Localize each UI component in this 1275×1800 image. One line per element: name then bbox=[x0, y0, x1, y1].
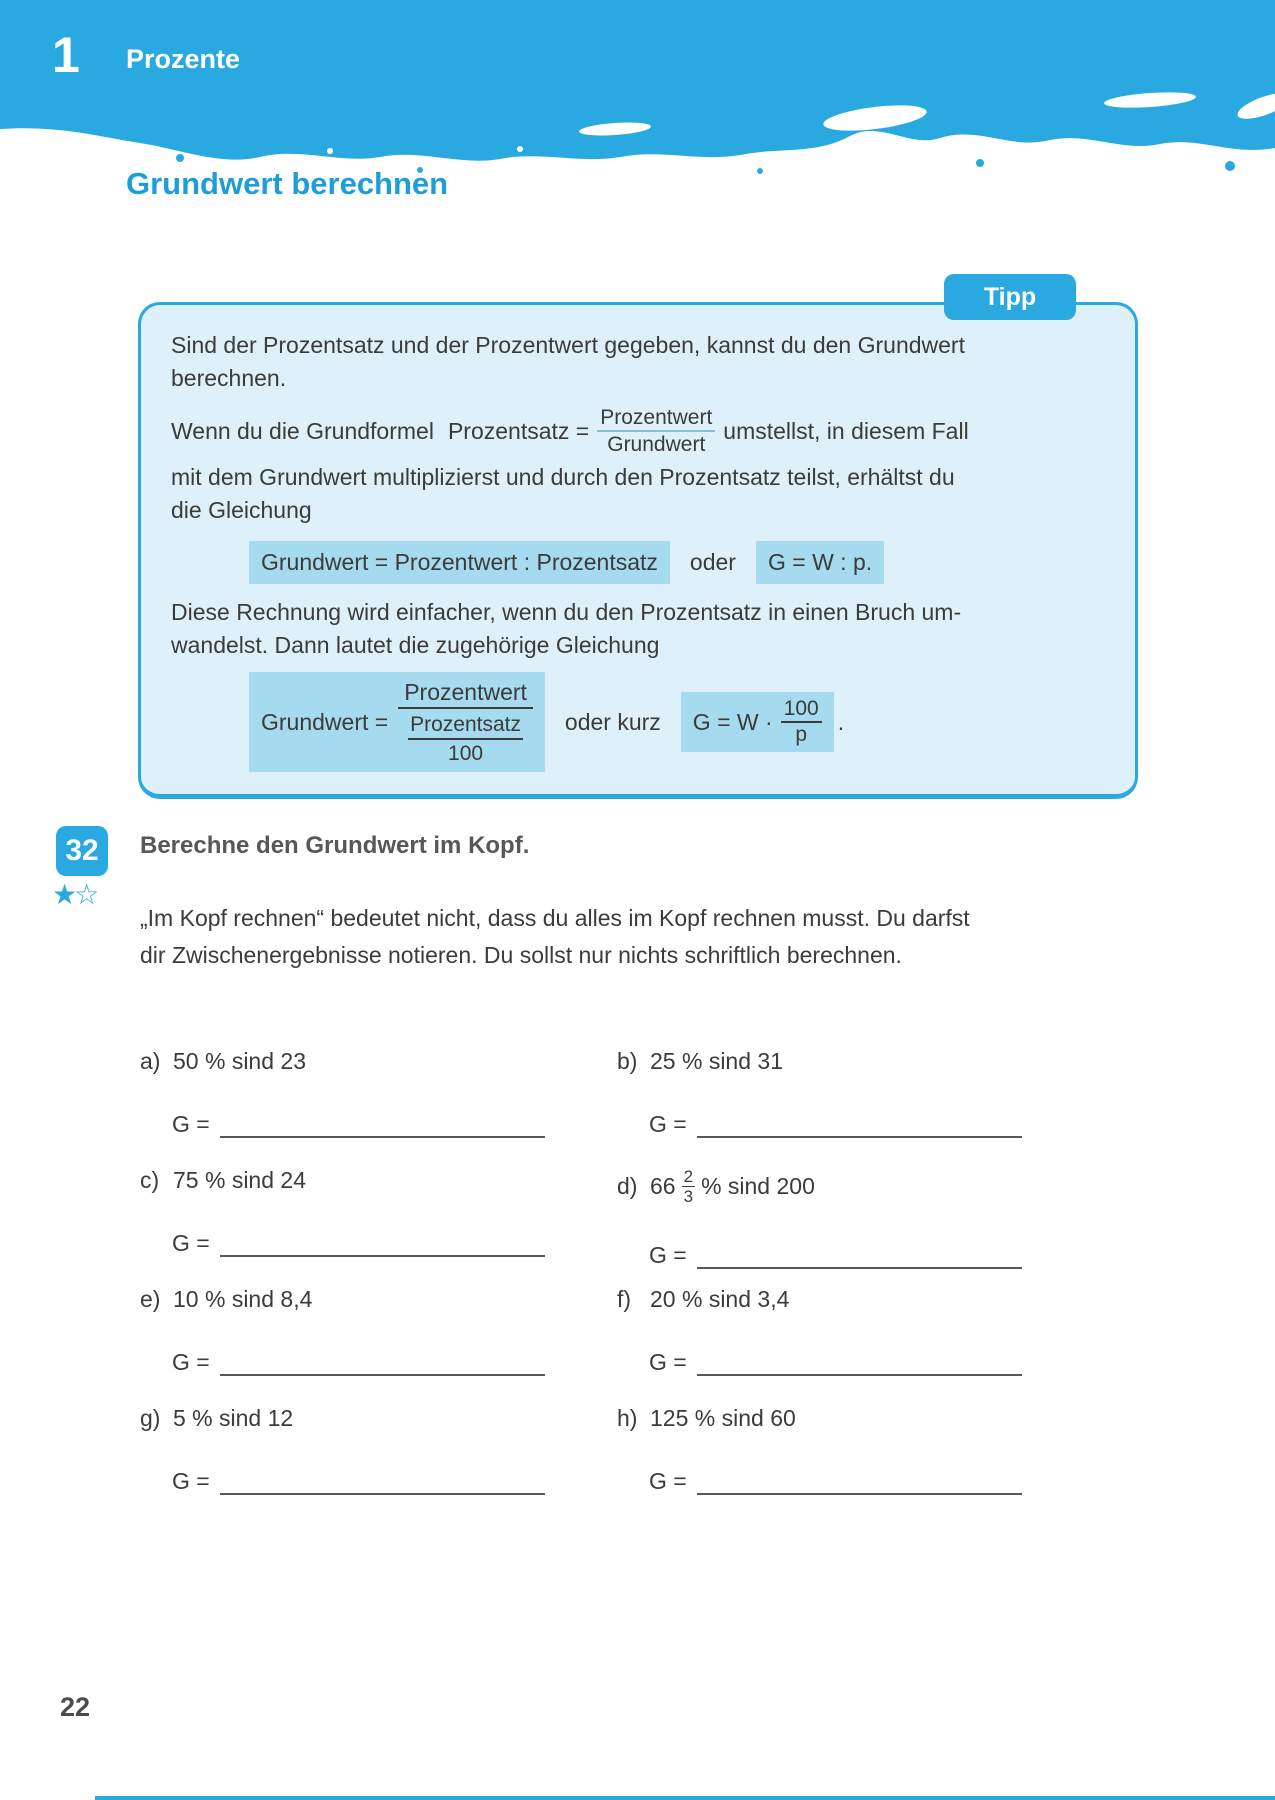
item-text: 75 % sind 24 bbox=[173, 1167, 306, 1193]
answer-blank-line bbox=[220, 1233, 545, 1257]
nested-fraction-numerator: Prozentwert bbox=[404, 679, 527, 705]
exercise-item-d bbox=[617, 1167, 1140, 1286]
inner-fraction bbox=[408, 711, 523, 767]
tip-p2-lhs: Prozentsatz = bbox=[447, 417, 590, 444]
fraction-prozentwert-grundwert bbox=[597, 405, 715, 457]
item-text: 50 % sind 23 bbox=[173, 1048, 306, 1074]
fraction-100-p bbox=[781, 697, 822, 747]
item-text: 10 % sind 8,4 bbox=[173, 1286, 313, 1312]
task-number-badge: 32 bbox=[56, 826, 108, 876]
exercise-item-e bbox=[140, 1286, 617, 1405]
exercise-item-b bbox=[617, 1048, 1140, 1167]
tip-paragraph1-line1: Sind der Prozentsatz und der Prozentwert gegeben, kannst du den Grundwert bbox=[171, 332, 965, 358]
tip-box bbox=[138, 302, 1138, 799]
tip-p2-after: umstellst, in diesem Fall bbox=[723, 417, 969, 444]
task-intro bbox=[140, 900, 1100, 974]
exercise-item-a bbox=[140, 1048, 617, 1167]
bottom-page-rule bbox=[95, 1796, 1275, 1800]
item-letter: b) bbox=[617, 1048, 638, 1074]
equation-short-symbolic bbox=[681, 692, 834, 752]
answer-blank-line bbox=[697, 1114, 1022, 1138]
item-text: 125 % sind 60 bbox=[650, 1405, 796, 1431]
page-title: Grundwert berechnen bbox=[126, 166, 449, 201]
equation-connector-2: oder kurz bbox=[564, 708, 661, 735]
page-number: 22 bbox=[60, 1692, 91, 1722]
equation-grundwert-worded: Grundwert = Prozentwert : Prozentsatz bbox=[249, 541, 670, 584]
answer-label: G = bbox=[649, 1111, 687, 1137]
answer-label: G = bbox=[649, 1242, 687, 1268]
eq2-lhs: Grundwert = bbox=[261, 708, 389, 735]
star-outline-icon: ☆ bbox=[74, 878, 97, 911]
equation-row-1 bbox=[249, 541, 1105, 584]
item-text: 20 % sind 3,4 bbox=[650, 1286, 790, 1312]
equation-grundwert-symbolic: G = W : p. bbox=[756, 541, 884, 584]
tip-paragraph2-line2: mit dem Grundwert multiplizierst und durch den Prozentsatz teilst, erhältst du bbox=[171, 464, 955, 490]
answer-label: G = bbox=[172, 1230, 210, 1256]
equation-connector: oder bbox=[689, 549, 736, 575]
answer-blank-line bbox=[220, 1471, 545, 1495]
item-letter: c) bbox=[140, 1167, 160, 1193]
inner-fraction-denominator: 100 bbox=[448, 742, 484, 765]
answer-blank-line bbox=[697, 1245, 1022, 1269]
exercise-item-g bbox=[140, 1405, 617, 1524]
tip-paragraph3-line1: Diese Rechnung wird einfacher, wenn du den Prozentsatz in einen Bruch um- bbox=[171, 599, 962, 625]
eq3-lhs: G = W · bbox=[692, 708, 773, 735]
answer-blank-line bbox=[220, 1352, 545, 1376]
item-letter: d) bbox=[617, 1173, 638, 1199]
answer-label: G = bbox=[172, 1349, 210, 1375]
answer-label: G = bbox=[649, 1349, 687, 1375]
answer-blank-line bbox=[697, 1352, 1022, 1376]
fraction-two-thirds bbox=[682, 1167, 695, 1206]
answer-blank-line bbox=[697, 1471, 1022, 1495]
fraction-denominator: 3 bbox=[683, 1187, 694, 1206]
answer-blank-line bbox=[220, 1114, 545, 1138]
difficulty-stars bbox=[52, 878, 96, 911]
tip-paragraph2-line3: die Gleichung bbox=[171, 497, 312, 523]
exercise-items bbox=[140, 1048, 1140, 1524]
item-letter: f) bbox=[617, 1286, 632, 1312]
tip-formula-sentence bbox=[171, 405, 1105, 457]
item-text-pre: 66 bbox=[650, 1173, 676, 1199]
item-letter: h) bbox=[617, 1405, 638, 1431]
nested-fraction-bar bbox=[398, 707, 533, 709]
tip-paragraph3-line2: wandelst. Dann lautet die zugehörige Gleichung bbox=[171, 632, 660, 658]
fraction-denominator: Grundwert bbox=[607, 433, 706, 456]
chapter-title: Prozente bbox=[126, 44, 241, 74]
tip-badge: Tipp bbox=[944, 274, 1076, 320]
star-filled-icon: ★ bbox=[52, 878, 75, 911]
item-letter: a) bbox=[140, 1048, 161, 1074]
answer-label: G = bbox=[649, 1468, 687, 1494]
fraction-p: p bbox=[795, 723, 808, 746]
item-letter: e) bbox=[140, 1286, 161, 1312]
answer-label: G = bbox=[172, 1468, 210, 1494]
equation-row-2 bbox=[249, 672, 1105, 772]
item-letter: g) bbox=[140, 1405, 161, 1431]
tip-p2-before: Wenn du die Grundformel bbox=[171, 417, 434, 444]
equation-period: . bbox=[837, 708, 845, 735]
exercise-item-c bbox=[140, 1167, 617, 1286]
fraction-nested bbox=[398, 677, 533, 767]
exercise-item-h bbox=[617, 1405, 1140, 1524]
equation-fraction-worded bbox=[249, 672, 545, 772]
exercise-item-f bbox=[617, 1286, 1140, 1405]
fraction-100: 100 bbox=[781, 697, 822, 723]
task-title: Berechne den Grundwert im Kopf. bbox=[140, 832, 530, 859]
task-intro-line1: „Im Kopf rechnen“ bedeutet nicht, dass du alles im Kopf rechnen musst. Du darfst bbox=[140, 905, 970, 931]
fraction-numerator: 2 bbox=[683, 1167, 694, 1186]
tip-paragraph1-line2: berechnen. bbox=[171, 365, 287, 391]
fraction-numerator: Prozentwert bbox=[600, 406, 713, 429]
item-text-post: % sind 200 bbox=[701, 1173, 815, 1199]
item-text: 25 % sind 31 bbox=[650, 1048, 783, 1074]
inner-fraction-numerator: Prozentsatz bbox=[408, 711, 523, 740]
task-intro-line2: dir Zwischenergebnisse notieren. Du sollst nur nichts schriftlich berechnen. bbox=[140, 942, 902, 968]
item-text: 5 % sind 12 bbox=[173, 1405, 294, 1431]
answer-label: G = bbox=[172, 1111, 210, 1137]
chapter-number: 1 bbox=[52, 27, 80, 83]
